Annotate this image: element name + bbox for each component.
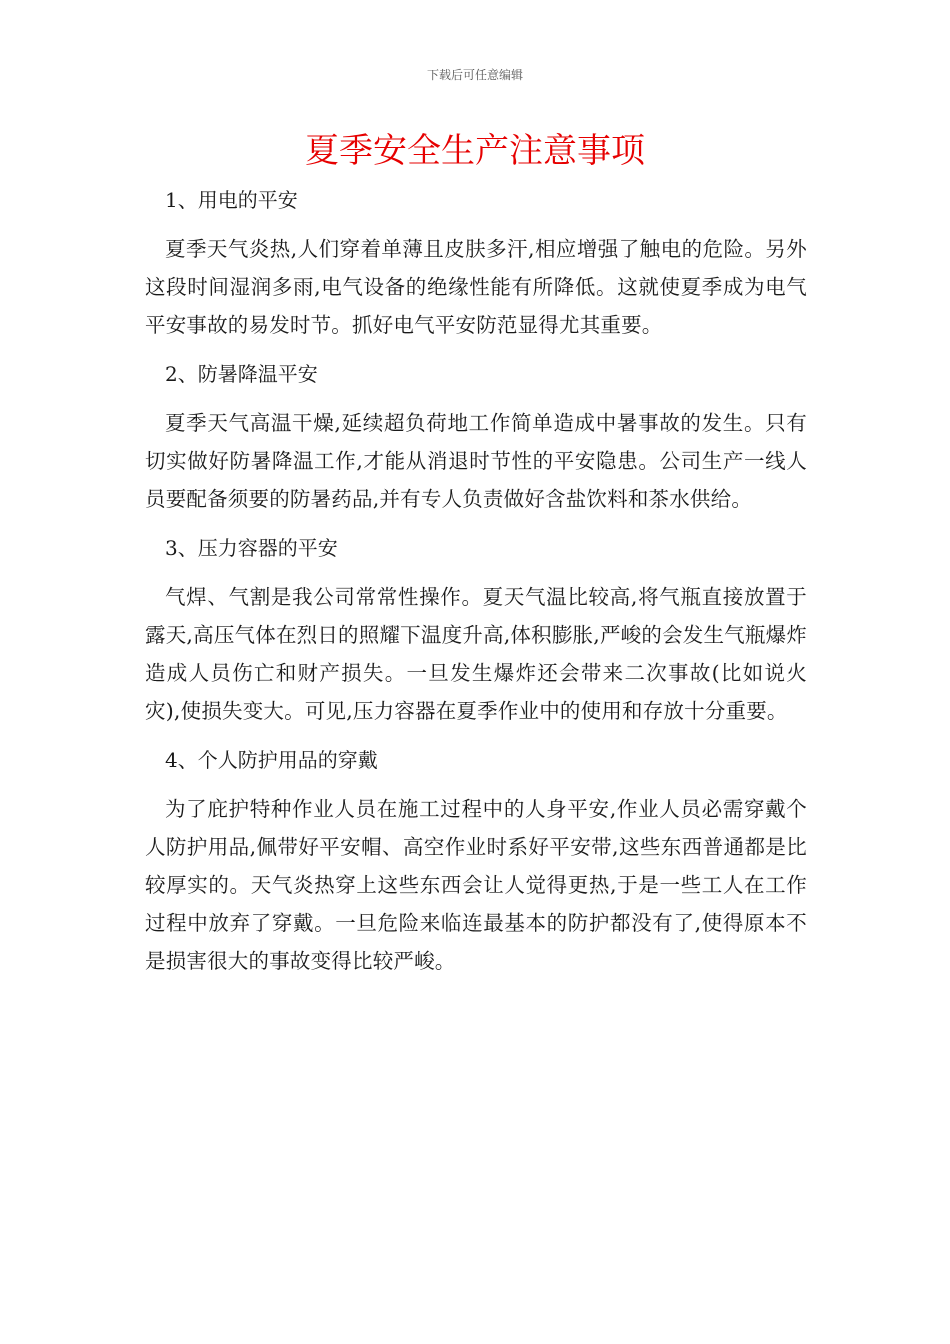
section-paragraph: 为了庇护特种作业人员在施工过程中的人身平安,作业人员必需穿戴个人防护用品,佩带好平安帽、高空作业时系好平安带,这些东西普通都是比较厚实的。天气炎热穿上这些东西会让人觉得更热,于是一些工人在工作过程中放弃了穿戴。一旦危险来临连最基本的防护都没有了,使得原本不是损害很大的事故变得比较严峻。 [145,797,807,973]
header-note: 下载后可任意编辑 [426,68,523,82]
section-paragraph: 夏季天气高温干燥,延续超负荷地工作简单造成中暑事故的发生。只有切实做好防暑降温工作,才能从消退时节性的平安隐患。公司生产一线人员要配备须要的防暑药品,并有专人负责做好含盐饮料和茶水供给。 [145,411,807,511]
section-paragraph: 气焊、气割是我公司常常性操作。夏天气温比较高,将气瓶直接放置于露天,高压气体在烈日的照耀下温度升高,体积膨胀,严峻的会发生气瓶爆炸造成人员伤亡和财产损失。一旦发生爆炸还会带来二次事故(比如说火灾),使损失变大。可见,压力容器在夏季作业中的使用和存放十分重要。 [145,585,807,723]
section-electricity [145,180,807,344]
section-heading: 4、个人防护用品的穿戴 [165,748,378,772]
page-title: 夏季安全生产注意事项 [305,131,645,171]
section-pressure-vessel [145,528,807,730]
section-heading: 3、压力容器的平安 [165,536,338,560]
section-paragraph: 夏季天气炎热,人们穿着单薄且皮肤多汗,相应增强了触电的危险。另外这段时间湿润多雨,电气设备的绝缘性能有所降低。这就使夏季成为电气平安事故的易发时节。抓好电气平安防范显得尤其重要。 [145,237,807,337]
section-heading: 2、防暑降温平安 [165,362,318,386]
document-body [145,180,807,990]
section-heatstroke [145,354,807,518]
section-protective-gear [145,740,807,980]
section-heading: 1、用电的平安 [165,188,298,212]
